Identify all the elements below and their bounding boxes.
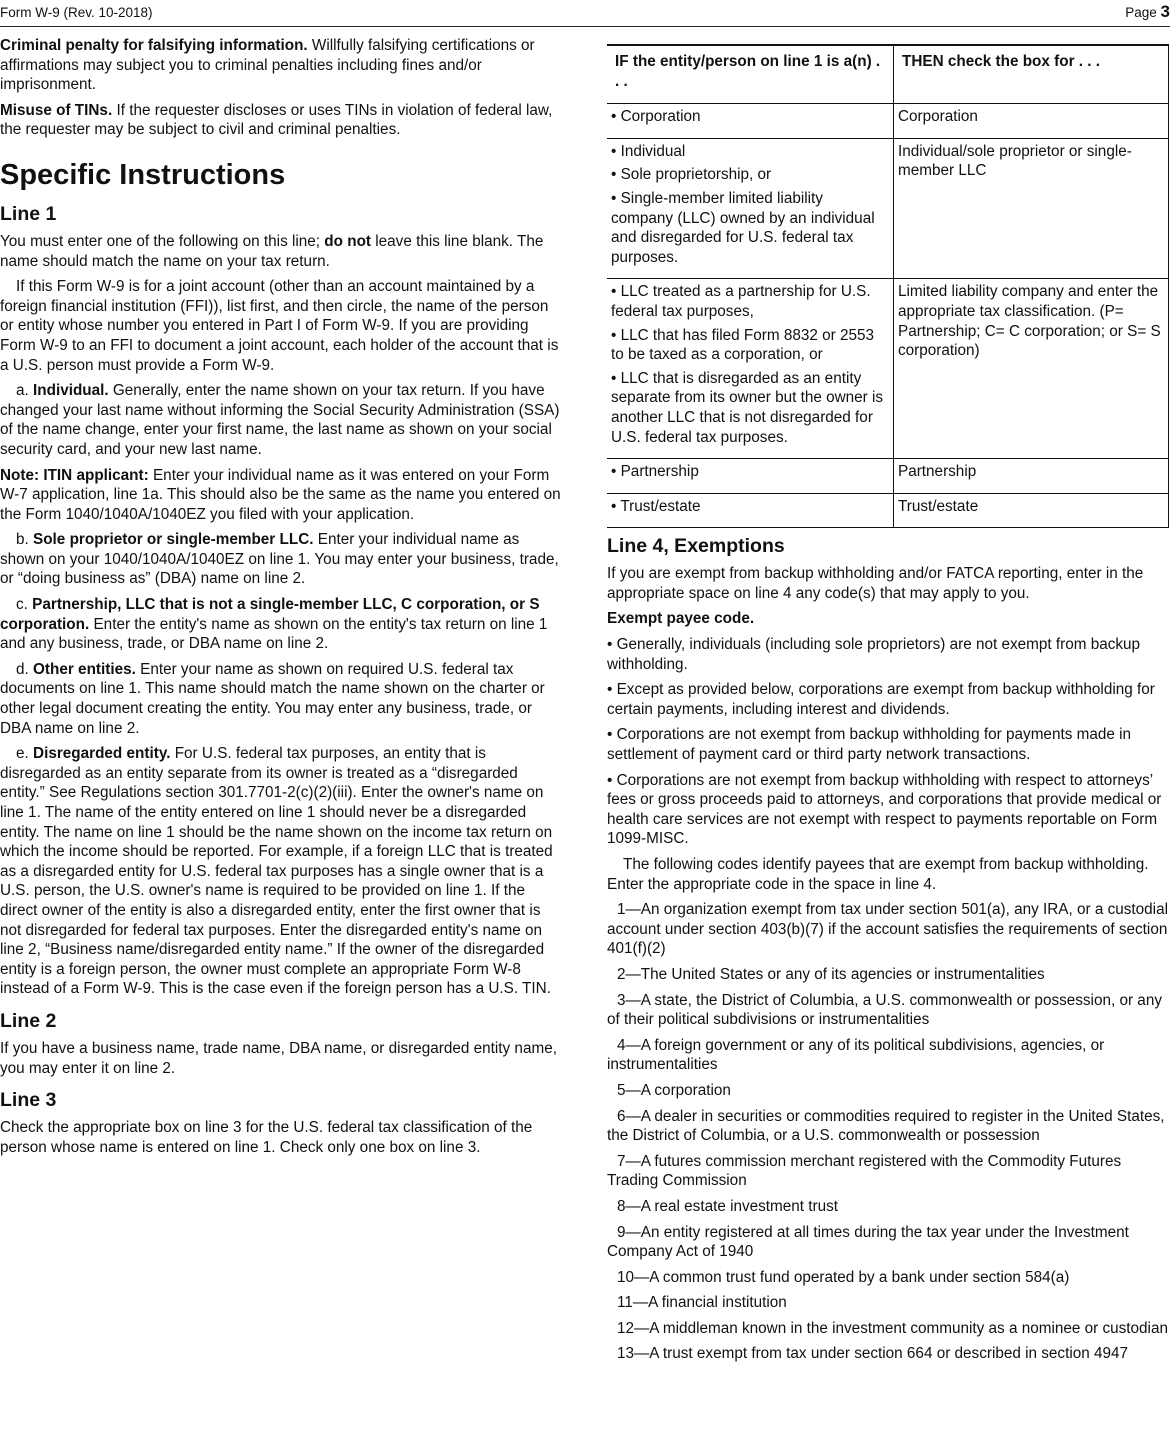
line1-text-a: You must enter one of the following on this line; [0,232,325,250]
entity-bullet: • LLC that is disregarded as an entity separate from its owner but the owner is another LLC that is not disregarded for U.S. federal tax purposes. [611,369,884,446]
entity-bullet: • LLC that has filed Form 8832 or 2553 to be taxed as a corporation, or [611,326,875,364]
page-label: Page [1125,5,1157,20]
line2-heading: Line 2 [0,1009,57,1032]
itin-note [0,466,562,525]
exempt-bullet-item: • Corporations are not exempt from backup withholding for payments made in settlement of payment card or third party network transactions. [607,726,1132,764]
table-row [607,459,1169,494]
item-d-label: d. [16,660,34,678]
right-column [607,40,1169,1370]
item-e-label: e. [16,745,34,763]
exempt-code-item: 8—A real estate investment trust [617,1197,839,1215]
entity-bullet: • LLC treated as a partnership for U.S. federal tax purposes, [611,283,871,320]
item-b-title: Sole proprietor or single-member LLC. [33,531,314,549]
exempt-code-item: 11—A financial institution [617,1294,787,1312]
line1-paragraph-2: If this Form W-9 is for a joint account (other than an account maintained by a foreign financial institution (FFI)), list first, and then circle, the name of the person or entity whose number you entered in Part I of Form W-9. If you are providing Form W-9 to an FFI to document a joint account, each holder of the account that is a U.S. person must provide a Form W-9. [0,278,559,374]
table-cell-entity [607,104,894,139]
misuse-paragraph [0,101,562,140]
entity-bullet: • Partnership [611,463,699,481]
table-cell-checkbox: Individual/sole proprietor or single-member LLC [894,138,1169,279]
exempt-code-item: 1—An organization exempt from tax under section 501(a), any IRA, or a custodial account under section 403(b)(7) if the account satisfies the requirements of section 401(f)(2) [607,901,1168,958]
table-row [607,493,1169,528]
line4-heading: Line 4, Exemptions [607,535,785,558]
line3-paragraph: Check the appropriate box on line 3 for the U.S. federal tax classification of the person whose name is entered on line 1. Check only one box on line 3. [0,1119,533,1156]
line1-text-c: leave this line blank. The name should match the name on your tax return. [0,232,544,270]
exempt-code-item: 12—A middleman known in the investment community as a nominee or custodian [617,1319,1168,1337]
line2-paragraph: If you have a business name, trade name, DBA name, or disregarded entity name, you may enter it on line 2. [0,1039,557,1077]
page-reference [1125,2,1170,22]
table-body [607,104,1169,528]
exempt-code-item: 2—The United States or any of its agencies or instrumentalities [617,965,1045,983]
exempt-bullet-item: • Except as provided below, corporations are exempt from backup withholding for certain payments, including interest and dividends. [607,681,1155,718]
exempt-payee-code-list [607,900,1169,1364]
table-cell-checkbox: Limited liability company and enter the appropriate tax classification. (P= Partnership; C= C corporation; or S= S corporation) [894,279,1169,459]
entity-bullet: • Individual [611,142,686,160]
table-header-row [607,45,1169,104]
item-c-title: Partnership, LLC that is not a single-member LLC, C corporation, or S corporation. [0,596,540,633]
item-d-text: Enter your name as shown on required U.S. federal tax documents on line 1. This name should match the name shown on the charter or other legal document creating the entity. You may enter any business, trade, or DBA name on line 2. [0,660,545,737]
item-e-disregarded-entity [0,744,562,999]
item-c-text: Enter the entity's name as shown on the entity's tax return on line 1 and any business, trade, or DBA name on line 2. [0,615,548,653]
criminal-penalty-text: Willfully falsifying certifications or affirmations may subject you to criminal penalties including fines and/or imprisonment. [0,37,535,94]
table-cell-entity [607,459,894,494]
entity-classification-table [607,44,1169,528]
criminal-penalty-title: Criminal penalty for falsifying information. [0,37,308,54]
item-a-title: Individual. [33,382,109,400]
item-d-title: Other entities. [33,660,136,678]
misuse-text: If the requester discloses or uses TINs in violation of federal law, the requester may be subject to civil and criminal penalties. [0,101,553,139]
item-b-sole-proprietor [0,530,562,589]
exempt-payee-code-heading: Exempt payee code. [607,610,755,628]
table-header-then: THEN check the box for . . . [894,45,1169,104]
item-a-text: Generally, enter the name shown on your tax return. If you have changed your last name without informing the Social Security Administration (SSA) of the name change, enter your first name, the last name as shown on your social security card, and your new last name. [0,382,560,458]
table-header-if: IF the entity/person on line 1 is a(n) . . . [607,45,894,104]
line1-paragraph-1 [0,232,562,271]
form-reference: Form W-9 (Rev. 10-2018) [0,5,153,20]
misuse-title: Misuse of TINs. [0,101,113,119]
line1-heading: Line 1 [0,202,57,225]
item-e-title: Disregarded entity. [33,745,171,763]
table-cell-checkbox: Partnership [894,459,1169,494]
page-number: 3 [1160,2,1170,21]
itin-note-title: Note: ITIN applicant: [0,466,149,484]
exempt-code-item: 10—A common trust fund operated by a bank under section 584(a) [617,1268,1070,1286]
exempt-code-item: 7—A futures commission merchant registered with the Commodity Futures Trading Commission [607,1152,1122,1190]
table-row [607,104,1169,139]
line3-heading: Line 3 [0,1089,57,1112]
item-a-label: a. [16,382,34,400]
entity-bullet: • Trust/estate [611,497,701,515]
item-a-individual [0,381,562,459]
table-row [607,279,1169,459]
exempt-code-item: 13—A trust exempt from tax under section 664 or described in section 4947 [617,1345,1129,1363]
exempt-code-item: 3—A state, the District of Columbia, a U.S. commonwealth or possession, or any of their political subdivisions or instrumentalities [607,991,1162,1029]
table-cell-checkbox: Corporation [894,104,1169,139]
page-header [0,0,1170,27]
exempt-code-item: 4—A foreign government or any of its political subdivisions, agencies, or instrumentalities [607,1036,1105,1074]
criminal-penalty-paragraph [0,36,562,95]
item-e-text: For U.S. federal tax purposes, an entity that is disregarded as an entity separate from its owner is treated as a “disregarded entity.” See Regulations section 301.7701-2(c)(2)(iii). Enter the owner's name on line 1. The name of the entity entered on line 1 should never be a disregarded entity. The name on line 1 should be the name shown on the income tax return on which the income should be reported. For example, if a foreign LLC that is treated as a disregarded entity for U.S. federal tax purposes has a single owner that is a U.S. person, the U.S. owner's name is required to be provided on line 1. If the direct owner of the entity is also a disregarded entity, enter the first owner that is not disregarded for federal tax purposes. Enter the disregarded entity's name on line 2, “Business name/disregarded entity name.” If the owner of the disregarded entity is a foreign person, the owner must complete an appropriate Form W-8 instead of a Form W-9. This is the case even if the foreign person has a U.S. TIN. [0,745,553,998]
table-row [607,138,1169,279]
entity-bullet: • Sole proprietorship, or [611,166,772,184]
codes-intro: The following codes identify payees that are exempt from backup withholding. Enter the appropriate code in the space in line 4. [607,856,1149,893]
left-column [0,36,562,1163]
entity-bullet: • Corporation [611,108,701,126]
table-cell-checkbox: Trust/estate [894,493,1169,528]
exempt-code-item: 6—A dealer in securities or commodities required to register in the United States, the District of Columbia, or a U.S. commonwealth or possession [607,1107,1165,1145]
exempt-payee-bullets [607,635,1169,849]
exempt-bullet-item: • Generally, individuals (including sole proprietors) are not exempt from backup withholding. [607,636,1141,673]
specific-instructions-heading: Specific Instructions [0,158,286,191]
table-cell-entity [607,138,894,279]
exempt-code-item: 5—A corporation [617,1081,731,1099]
item-c-label: c. [16,596,33,614]
exempt-code-item: 9—An entity registered at all times during the tax year under the Investment Company Act of 1940 [607,1223,1129,1261]
entity-bullet: • Single-member limited liability company (LLC) owned by an individual and disregarded for U.S. federal tax purposes. [611,189,875,266]
table-cell-entity [607,493,894,528]
line4-paragraph: If you are exempt from backup withholding and/or FATCA reporting, enter in the appropriate space on line 4 any code(s) that may apply to you. [607,565,1144,602]
line1-do-not: do not [324,232,372,250]
itin-note-text: Enter your individual name as it was entered on your Form W-7 application, line 1a. This should also be the same as the name you entered on the Form 1040/1040A/1040EZ you filed with your application. [0,466,561,523]
item-b-label: b. [16,531,34,549]
item-b-text: Enter your individual name as shown on your 1040/1040A/1040EZ on line 1. You may enter your business, trade, or “doing business as” (DBA) name on line 2. [0,531,559,588]
exempt-bullet-item: • Corporations are not exempt from backup withholding with respect to attorneys’ fees or gross proceeds paid to attorneys, and corporations that provide medical or health care services are not exempt with respect to payments reportable on Form 1099-MISC. [607,771,1162,848]
item-c-partnership [0,595,562,654]
table-cell-entity [607,279,894,459]
item-d-other-entities [0,660,562,738]
